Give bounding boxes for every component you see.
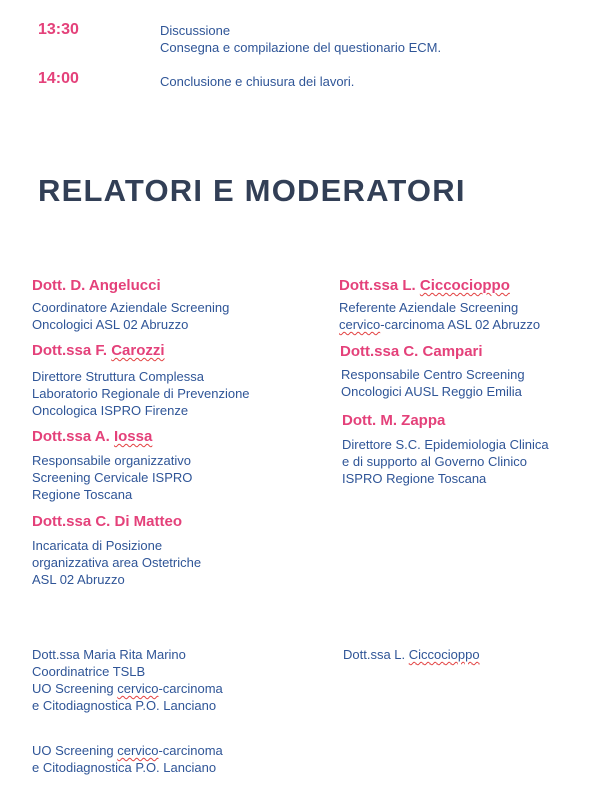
speaker-name-dimatteo bbox=[32, 513, 182, 530]
signature-bottom-line1b: cervico bbox=[117, 743, 159, 758]
speaker-role-dimatteo: Incaricata di Posizione organizzativa area Ostetriche ASL 02 Abruzzo bbox=[32, 538, 202, 587]
signature-right bbox=[343, 646, 480, 663]
speaker-role-tail: -carcinoma ASL 02 Abruzzo bbox=[380, 317, 541, 332]
speaker-name-text: Dott.ssa C. Di Matteo bbox=[32, 513, 183, 530]
agenda-time-1: 13:30 bbox=[38, 21, 79, 38]
signature-line3a: UO Screening bbox=[32, 681, 118, 696]
speaker-name-prefix: Dott.ssa L. bbox=[339, 277, 420, 294]
signature-bottom-line1c: -carcinoma bbox=[158, 743, 223, 758]
speaker-name-campari bbox=[340, 343, 483, 360]
signature-line2: Coordinatrice TSLB bbox=[32, 664, 146, 679]
speaker-name-text: Dott. D. Angelucci bbox=[32, 277, 161, 294]
signature-surname: Ciccocioppo bbox=[408, 647, 480, 662]
agenda-text-1: Discussione Consegna e compilazione del questionario ECM. bbox=[160, 23, 442, 55]
signature-line3c: -carcinoma bbox=[158, 681, 223, 696]
signature-bottom bbox=[32, 742, 223, 776]
speaker-name-surname: Ciccocioppo bbox=[419, 277, 510, 294]
signature-prefix: Dott.ssa L. bbox=[343, 647, 409, 662]
speaker-name-text: Dott.ssa C. Campari bbox=[340, 343, 483, 360]
speaker-role-underlined: cervico bbox=[339, 317, 381, 332]
section-title: RELATORI E MODERATORI bbox=[38, 173, 466, 208]
speaker-name-prefix: Dott.ssa A. bbox=[32, 428, 114, 445]
speaker-role-line1: Referente Aziendale Screening bbox=[339, 300, 519, 315]
signature-bottom-line1a: UO Screening bbox=[32, 743, 118, 758]
speaker-role-angelucci: Coordinatore Aziendale Screening Oncologici ASL 02 Abruzzo bbox=[32, 300, 230, 332]
speaker-name-text: Dott. M. Zappa bbox=[342, 412, 446, 429]
signature-line1: Dott.ssa Maria Rita Marino bbox=[32, 647, 186, 662]
speaker-role-carozzi: Direttore Struttura Complessa Laboratorio Regionale di Prevenzione Oncologica ISPRO Firenze bbox=[32, 369, 250, 418]
signature-left bbox=[32, 646, 223, 714]
speaker-name-surname: Iossa bbox=[113, 428, 153, 445]
speaker-name-surname: Carozzi bbox=[111, 342, 165, 359]
signature-line4: e Citodiagnostica P.O. Lanciano bbox=[32, 698, 217, 713]
speaker-name-angelucci bbox=[32, 277, 161, 294]
agenda-time-2: 14:00 bbox=[38, 70, 79, 87]
speaker-name-prefix: Dott.ssa F. bbox=[32, 342, 112, 359]
speaker-name-carozzi bbox=[32, 342, 165, 359]
speaker-name-zappa bbox=[342, 412, 445, 429]
signature-bottom-line2: e Citodiagnostica P.O. Lanciano bbox=[32, 760, 217, 775]
speaker-role-ciccocioppo bbox=[339, 299, 540, 333]
speaker-role-zappa: Direttore S.C. Epidemiologia Clinica e di supporto al Governo Clinico ISPRO Regione Toscana bbox=[342, 437, 549, 486]
signature-line3b: cervico bbox=[117, 681, 159, 696]
speaker-role-iossa: Responsabile organizzativo Screening Cervicale ISPRO Regione Toscana bbox=[32, 453, 193, 502]
speaker-name-ciccocioppo bbox=[339, 277, 510, 294]
agenda-text-2: Conclusione e chiusura dei lavori. bbox=[160, 74, 355, 89]
speaker-role-campari: Responsabile Centro Screening Oncologici AUSL Reggio Emilia bbox=[341, 367, 525, 399]
speaker-name-iossa bbox=[32, 428, 152, 445]
